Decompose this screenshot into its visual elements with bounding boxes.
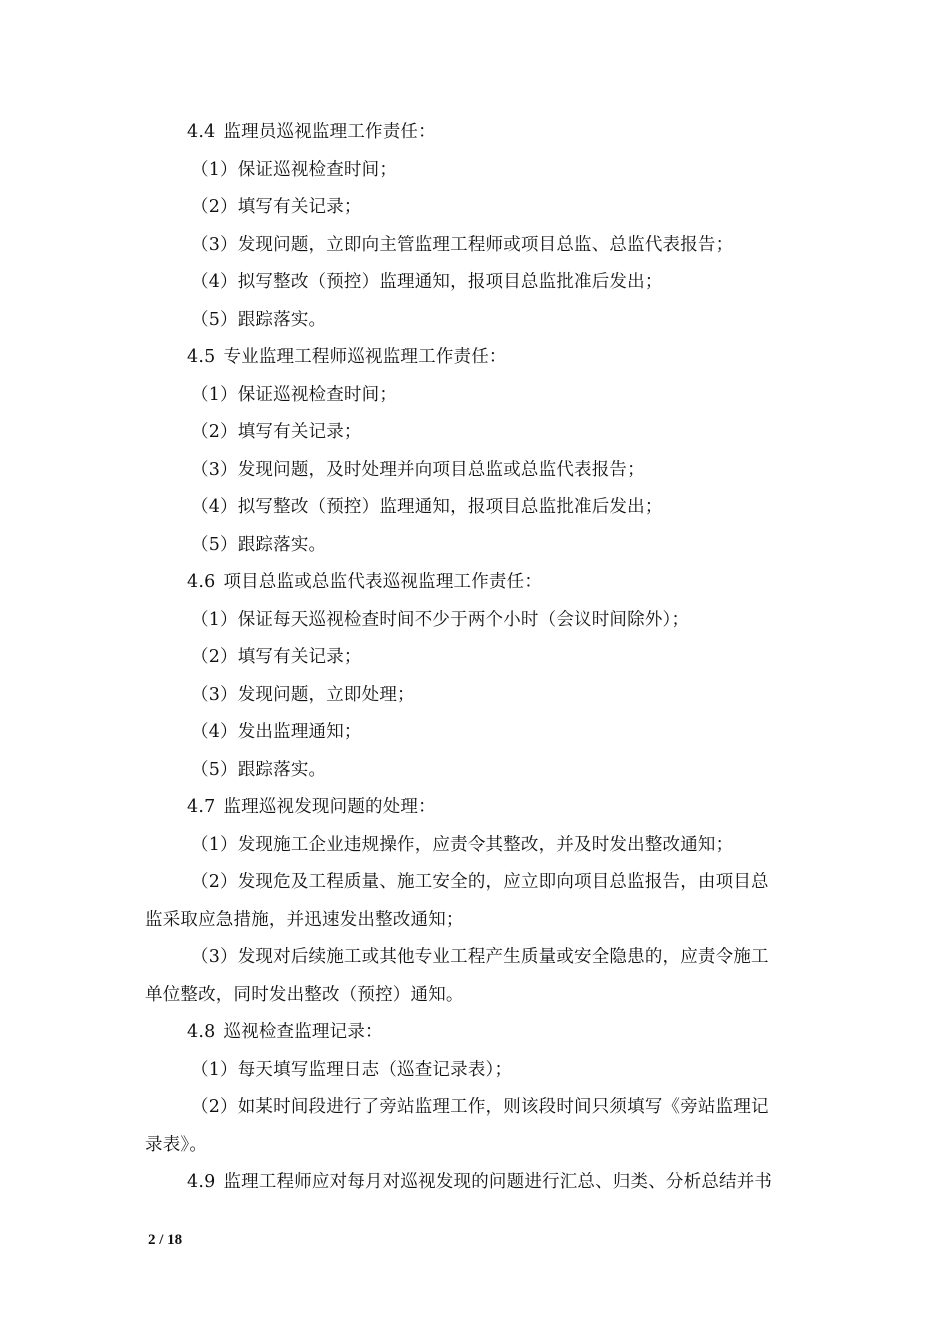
list-item-continuation: 单位整改，同时发出整改（预控）通知。 bbox=[145, 984, 464, 1005]
section-heading bbox=[145, 339, 810, 377]
section-number: 4.5 bbox=[187, 347, 216, 367]
list-item: （3）发现问题，立即向主管监理工程师或项目总监、总监代表报告； bbox=[191, 234, 734, 255]
list-item: （3）发现问题，及时处理并向项目总监或总监代表报告； bbox=[191, 459, 645, 480]
document-body bbox=[145, 114, 810, 1202]
section-number: 4.6 bbox=[187, 572, 216, 592]
list-item: （4）拟写整改（预控）监理通知，报项目总监批准后发出； bbox=[191, 497, 663, 517]
list-item: （5）跟踪落实。 bbox=[191, 309, 327, 330]
list-item: （4）发出监理通知； bbox=[191, 722, 362, 742]
section-heading bbox=[145, 564, 810, 602]
list-item: （2）如某时间段进行了旁站监理工作，则该段时间只须填写《旁站监理记 bbox=[191, 1097, 769, 1117]
section-number: 4.7 bbox=[187, 797, 216, 817]
list-item: （1）保证每天巡视检查时间不少于两个小时（会议时间除外）； bbox=[191, 609, 690, 630]
list-item: （2）填写有关记录； bbox=[191, 197, 362, 217]
list-item: （3）发现问题，立即处理； bbox=[191, 684, 415, 705]
page-number: 2 / 18 bbox=[148, 1232, 183, 1248]
list-item: （2）填写有关记录； bbox=[191, 422, 362, 442]
section-number: 4.9 bbox=[187, 1172, 216, 1192]
section-title: 监理工程师应对每月对巡视发现的问题进行汇总、归类、分析总结并书 bbox=[223, 1172, 773, 1192]
section-title: 监理员巡视监理工作责任： bbox=[223, 122, 436, 142]
section-number: 4.4 bbox=[187, 122, 216, 142]
section-heading bbox=[145, 114, 810, 152]
list-item: （4）拟写整改（预控）监理通知，报项目总监批准后发出； bbox=[191, 272, 663, 292]
section-heading bbox=[145, 789, 810, 827]
list-item-continuation: 录表》。 bbox=[145, 1134, 208, 1155]
list-item: （2）发现危及工程质量、施工安全的，应立即向项目总监报告，由项目总 bbox=[191, 872, 769, 892]
section-heading bbox=[145, 1164, 810, 1202]
list-item: （5）跟踪落实。 bbox=[191, 534, 327, 555]
list-item: （3）发现对后续施工或其他专业工程产生质量或安全隐患的，应责令施工 bbox=[191, 947, 769, 967]
section-title: 项目总监或总监代表巡视监理工作责任： bbox=[223, 572, 543, 592]
list-item: （5）跟踪落实。 bbox=[191, 759, 327, 780]
section-title: 巡视检查监理记录： bbox=[223, 1022, 383, 1042]
section-heading bbox=[145, 1014, 810, 1052]
list-item: （1）发现施工企业违规操作，应责令其整改，并及时发出整改通知； bbox=[191, 834, 734, 855]
list-item: （1）保证巡视检查时间； bbox=[191, 384, 398, 405]
list-item: （2）填写有关记录； bbox=[191, 647, 362, 667]
section-number: 4.8 bbox=[187, 1022, 216, 1042]
list-item-continuation: 监采取应急措施，并迅速发出整改通知； bbox=[145, 909, 464, 930]
section-title: 监理巡视发现问题的处理： bbox=[223, 797, 436, 817]
list-item: （1）保证巡视检查时间； bbox=[191, 159, 398, 180]
section-title: 专业监理工程师巡视监理工作责任： bbox=[223, 347, 507, 367]
list-item: （1）每天填写监理日志（巡查记录表）； bbox=[191, 1059, 513, 1080]
